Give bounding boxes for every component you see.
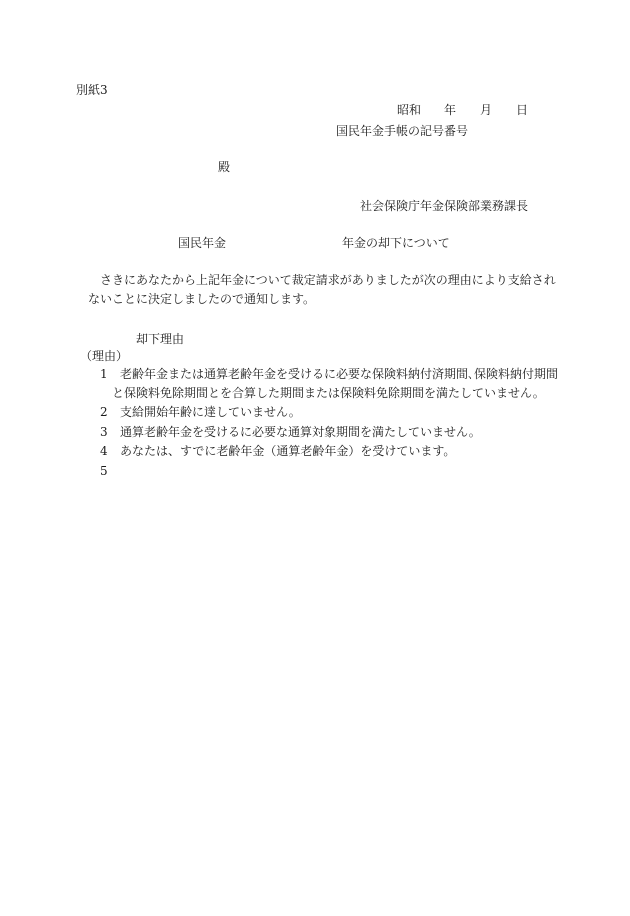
reasons-label: （理由） bbox=[80, 349, 129, 363]
reason-text: と保険料免除期間とを合算した期間または保険料免除期間を満たしていません。 bbox=[112, 386, 545, 400]
date-era: 昭和 bbox=[397, 103, 422, 117]
reason-number: 1 bbox=[100, 367, 108, 381]
date-year: 年 bbox=[444, 103, 457, 117]
body-line-2: ないことに決定しましたので通知します。 bbox=[88, 292, 316, 306]
reason-number: 2 bbox=[100, 405, 108, 419]
pension-number-label: 国民年金手帳の記号番号 bbox=[336, 124, 469, 138]
reason-text: 支給開始年齢に達していません。 bbox=[120, 405, 301, 419]
rejection-heading: 却下理由 bbox=[136, 332, 185, 346]
reason-number: 3 bbox=[100, 425, 108, 439]
date-day: 日 bbox=[516, 103, 529, 117]
addressee-suffix: 殿 bbox=[218, 160, 231, 174]
date-month: 月 bbox=[480, 103, 493, 117]
title-suffix: 年金の却下について bbox=[342, 236, 450, 250]
reason-number: 5 bbox=[100, 464, 108, 478]
attachment-label: 別紙3 bbox=[76, 83, 108, 97]
title-prefix: 国民年金 bbox=[178, 236, 227, 250]
reason-number: 4 bbox=[100, 444, 108, 458]
reason-text: 老齢年金または通算老齢年金を受けるに必要な保険料納付済期間､保険料納付期間 bbox=[120, 367, 559, 381]
reason-text: あなたは、すでに老齢年金（通算老齢年金）を受けています。 bbox=[120, 444, 456, 458]
reason-text: 通算老齢年金を受けるに必要な通算対象期間を満たしていません。 bbox=[120, 425, 481, 439]
body-line-1: さきにあなたから上記年金について裁定請求がありましたが次の理由により支給され bbox=[100, 273, 556, 287]
issuer: 社会保険庁年金保険部業務課長 bbox=[360, 199, 529, 213]
